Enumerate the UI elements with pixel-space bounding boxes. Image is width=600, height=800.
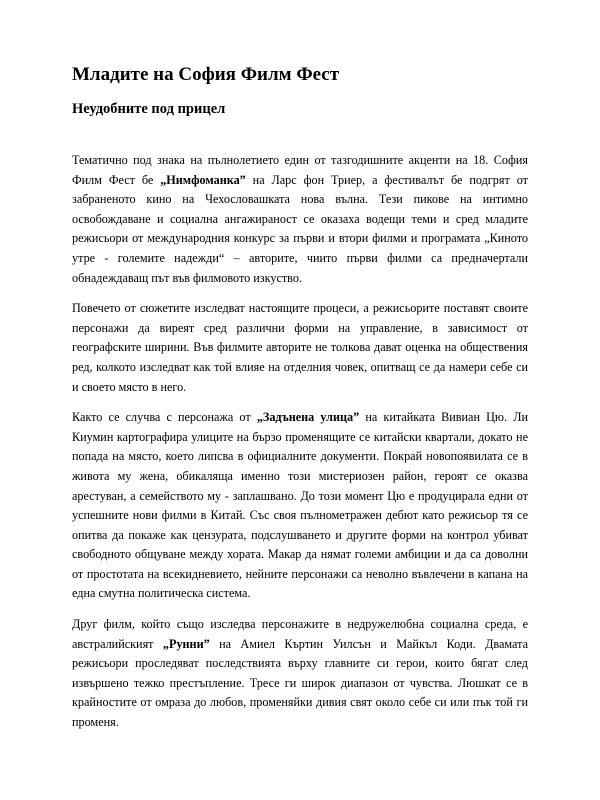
article-subtitle: Неудобните под прицел [72, 101, 226, 117]
paragraph-text: на Амиел Къртин Уилсън и Майкъл Коди. Двамата режисьори проследяват последствията върху главните си герои, които бягат след извършено тежко престъпление. Тресе ги широк диапазон от чувства. Люшкат се в крайностите от омраза до любов, променяйки дивия свят около себе си или пък той ги променя. [72, 636, 529, 730]
paragraph-text: на Ларс фон Триер, а фестивалът бе подгрят от забраненото кино на Чехословашката нова вълна. Тези пикове на интимно освобождаване и социална ангажираност се оказаха водещи теми и сред младите режисьори от международния конкурс за първи и втори филми и програмата „Киното утре - големите надежди“ – авторите, чиито първи филми са предначертали обнадеждаващ път във филмовото изкуство. [72, 172, 528, 285]
article-title: Младите на София Филм Фест [72, 64, 340, 85]
article-body [72, 151, 528, 733]
document-page [72, 64, 528, 744]
paragraph-1 [72, 151, 528, 288]
paragraph-text: Друг филм, който също изследва персонажите в недружелюбна социална среда, е австралийският [72, 617, 528, 651]
paragraph-text: Както се случва с персонажа от [72, 410, 257, 425]
paragraph-4 [72, 615, 528, 733]
film-title-dead-end: „Задънена улица” [256, 410, 360, 425]
paragraph-text: Тематично под знака на пълнолетието един от тазгодишните акценти на 18. София Филм Фест бе [72, 153, 528, 187]
paragraph-text: Повечето от сюжетите изследват настоящите процеси, а режисьорите поставят своите персонажи да виреят сред различни форми на управление, в зависимост от географските ширини. Във филмите авторите не толкова дават оценка на обществения ред, колкото изследват как той влияе на отделния човек, опитващ се да намери себе си и своето място в него. [72, 301, 528, 394]
paragraph-2 [72, 299, 528, 397]
film-title-runny: „Рунни” [162, 636, 210, 651]
film-title-nymphomaniac: „Нимфоманка” [160, 172, 246, 187]
paragraph-3 [72, 408, 528, 604]
paragraph-text: на китайката Вивиан Цю. Ли Киумин картографира улиците на бързо променящите се китайски квартали, докато не попада на място, което липсва в официалните документи. Покрай новопоявилата се в живота му жена, обикаляща именно този мистериозен район, героят се оказва арестуван, а семейството му - заплашвано. До този момент Цю е продуцирала едни от успешните нови филми в Китай. Със своя пълнометражен дебют като режисьор тя се опитва да покаже как цензурата, подслушването и другите форми на контрол убиват свободното общуване между хората. Макар да нямат големи амбиции и да са доволни от простотата на всекидневието, нейните персонажи са неволно въвлечени в капана на една смутна политическа система. [72, 410, 528, 601]
